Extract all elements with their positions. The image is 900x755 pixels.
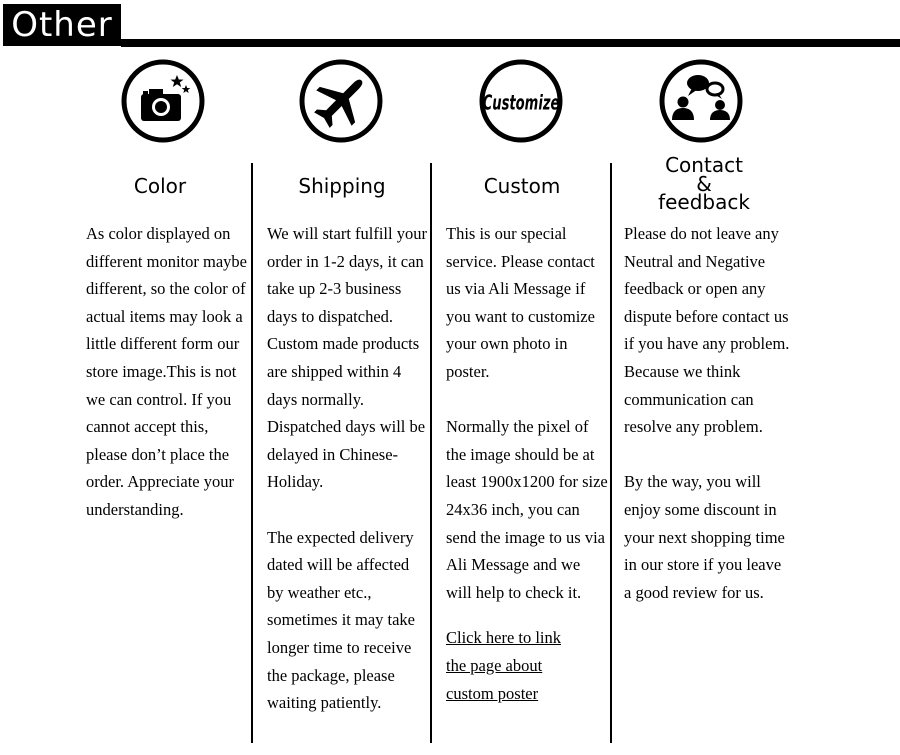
column-divider [610, 163, 612, 743]
column-body-custom [446, 220, 609, 707]
custom-paragraph-1: This is our special service. Please contact us via Ali Message if you want to customize your own photo in poster. [446, 224, 595, 381]
section-header [0, 0, 900, 50]
color-paragraph: As color displayed on different monitor maybe different, so the color of actual items may look a little different form our store image.This is not we can control. If you cannot accept this, please don’t place the order. Appreciate your understanding. [86, 224, 247, 519]
airplane-icon [298, 58, 384, 144]
customize-badge-icon [478, 58, 564, 144]
column-title-contact-feedback: Contact & feedback [658, 153, 750, 214]
shipping-paragraph-2: The expected delivery dated will be affected by weather etc., sometimes it may take longer time to receive the package, please waiting patiently. [267, 527, 416, 713]
contact-paragraph-2: By the way, you will enjoy some discount in your next shopping time in our store if you leave a good review for us. [624, 472, 785, 602]
column-divider [430, 163, 432, 743]
column-body-color [86, 220, 252, 524]
chat-people-icon [658, 58, 744, 144]
column-body-shipping [267, 220, 429, 717]
column-body-contact [624, 220, 792, 606]
camera-icon [120, 58, 206, 144]
column-title-custom: Custom [483, 174, 561, 198]
column-title-color: Color [133, 174, 187, 198]
contact-paragraph-1: Please do not leave any Neutral and Negative feedback or open any dispute before contact us if you have any problem. Because we think communication can resolve any problem. [624, 224, 790, 437]
custom-poster-link[interactable]: Click here to link the page about custom poster [446, 628, 562, 703]
header-rule [121, 39, 900, 47]
column-title-shipping: Shipping [298, 174, 386, 198]
section-title: Other [3, 4, 121, 46]
customize-badge-text: Customize [482, 90, 560, 115]
shipping-paragraph-1: We will start fulfill your order in 1-2 days, it can take up 2-3 business days to dispatched. Custom made products are shipped within 4 days normally. Dispatched days will be delayed in Chinese-Holiday. [267, 224, 427, 492]
custom-paragraph-2: Normally the pixel of the image should be at least 1900x1200 for size 24x36 inch, you can send the image to us via Ali Message and we will help to check it. [446, 417, 608, 602]
